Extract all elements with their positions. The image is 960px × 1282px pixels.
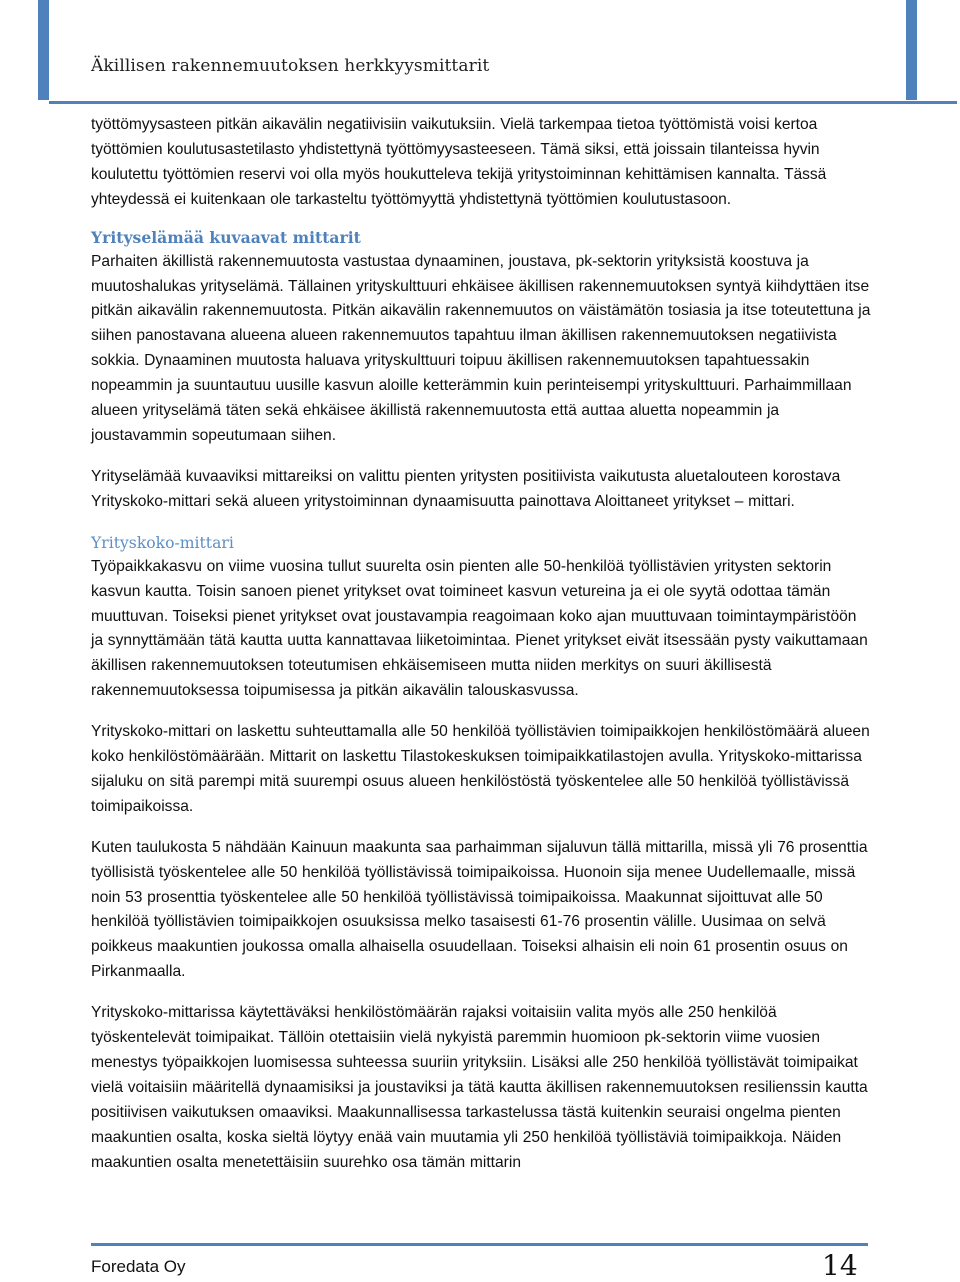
intro-paragraph: työttömyysasteen pitkän aikavälin negatiivisiin vaikutuksiin. Vielä tarkempaa tietoa työttömistä voisi kertoa työttömien koulutusastetilasto yhdistettynä työttömyysasteeseen. Tämä siksi, että joissain tilanteissa hyvin koulutettu työttömien reservi voi olla myös houkutteleva tekijä yritystoiminnan kehittämisen kannalta. Tässä yhteydessä ei kuitenkaan ole tarkasteltu työttömyyttä yhdistettynä työttömien koulutustasoon. <box>91 116 827 208</box>
spacer <box>91 449 871 465</box>
footer-company: Foredata Oy <box>91 1257 186 1276</box>
footer-rule <box>91 1243 868 1246</box>
header-right-accent-bar <box>906 0 917 100</box>
header-rule <box>49 101 957 104</box>
page-number: 14 <box>822 1249 858 1282</box>
page-body <box>91 113 871 1176</box>
body-paragraph: Työpaikkakasvu on viime vuosina tullut suurelta osin pienten alle 50-henkilöä työllistävien yritysten sektorin kasvun kautta. Toisin sanoen pienet yritykset ovat toimineet kasvun vetureina ja ei ole syytä odottaa tämän muuttuvan. Toiseksi pienet yritykset ovat joustavampia reagoimaan koko ajan muuttuvaan toimintaympäristöön ja synnyttämään tätä kautta uutta kannattavaa liiketoimintaa. Pienet yritykset eivät itsessään pysty vaikuttamaan äkillisen rakennemuutoksen toteutumisen ehkäisemiseen mutta niiden merkitys on suuri äkillisestä rakennemuutoksessa toipumisessa ja pitkän aikavälin talouskasvussa. <box>91 557 868 700</box>
section-heading-yrityskoko: Yrityskoko-mittari <box>91 533 234 552</box>
spacer <box>91 213 871 226</box>
spacer <box>91 515 871 531</box>
spacer <box>91 704 871 720</box>
section-heading-yritysel: Yrityselämää kuvaavat mittarit <box>91 227 361 247</box>
spacer <box>91 820 871 836</box>
body-paragraph: Kuten taulukosta 5 nähdään Kainuun maakunta saa parhaimman sijaluvun tällä mittarilla, missä yli 76 prosenttia työllisistä työskentelee alle 50 henkilöä työllistävissä toimipaikoissa. Huonoin sija menee Uudellemaalle, missä noin 53 prosenttia työskentelee alle 50 henkilöä työllistävissä toimipaikoissa. Maakunnat sijoittuvat alle 50 henkilöä työllistävien toimipaikkojen osuuksissa melko tasaisesti 61-76 prosentin välille. Uusimaa on selvä poikkeus maakuntien joukossa omalla alhaisella osuudellaan. Toiseksi alhaisin eli noin 61 prosentin osuus on Pirkanmaalla. <box>91 838 868 981</box>
body-paragraph: Yrityselämää kuvaaviksi mittareiksi on valittu pienten yritysten positiivista vaikutusta aluetalouteen korostava Yrityskoko-mittari sekä alueen yritystoiminnan dynaamisuutta painottava Aloittaneet yritykset – mittari. <box>91 467 841 510</box>
running-header-title: Äkillisen rakennemuutoksen herkkyysmittarit <box>91 56 490 76</box>
header-left-accent-bar <box>38 0 49 100</box>
body-paragraph: Parhaiten äkillistä rakennemuutosta vastustaa dynaaminen, joustava, pk-sektorin yrityksistä koostuva ja muutoshalukas yrityselämä. Tällainen yrityskulttuuri ehkäisee äkillisen rakennemuutoksen syntyä kiihdyttäen itse pitkän aikavälin rakennemuutosta. Pitkän aikavälin rakennemuutos on väistämätön tosiasia ja itse toteutettuna ja siihen panostavana alueena alueen rakennemuutos tapahtuu ilman äkillisen rakennemuutoksen negatiivista sokkia. Dynaaminen muutosta haluava yrityskulttuuri toipuu äkillisen rakennemuutoksen tapahtuessakin nopeammin ja suuntautuu uusille kasvun aloille ketterämmin kuin perinteisempi yrityskulttuuri. Parhaimmillaan alueen yrityselämä täten sekä ehkäisee äkillistä rakennemuutosta että auttaa aluetta nopeammin ja joustavammin sopeutumaan siihen. <box>91 252 871 444</box>
body-paragraph: Yrityskoko-mittari on laskettu suhteuttamalla alle 50 henkilöä työllistävien toimipaikkojen henkilöstömäärä alueen koko henkilöstömäärään. Mittarit on laskettu Tilastokeskuksen toimipaikkatilastojen avulla. Yrityskoko-mittarissa sijaluku on sitä parempi mitä suurempi osuus alueen henkilöstöstä työskentelee alle 50 henkilöä työllistävissä toimipaikoissa. <box>91 723 870 815</box>
spacer <box>91 985 871 1001</box>
body-paragraph: Yrityskoko-mittarissa käytettäväksi henkilöstömäärän rajaksi voitaisiin valita myös alle 250 henkilöä työskentelevät toimipaikat. Tällöin otettaisiin vielä nykyistä paremmin huomioon pk-sektorin viime vuosien menestys työpaikkojen luomisessa suhteessa suuriin yrityksiin. Lisäksi alle 250 henkilöä työllistävät toimipaikat vielä voitaisiin määritellä dynaamisiksi ja joustaviksi ja tätä kautta äkillisen rakennemuutoksen resilienssin kautta positiivisen vaikutuksen omaaviksi. Maakunnallisessa tarkastelussa tästä kuitenkin seuraisi ongelma pienten maakuntien osalta, koska sieltä löytyy enää vain muutamia yli 250 henkilöä työllistäviä toimipaikkoja. Näiden maakuntien osalta menetettäisiin suurehko osa tämän mittarin <box>91 1004 868 1171</box>
